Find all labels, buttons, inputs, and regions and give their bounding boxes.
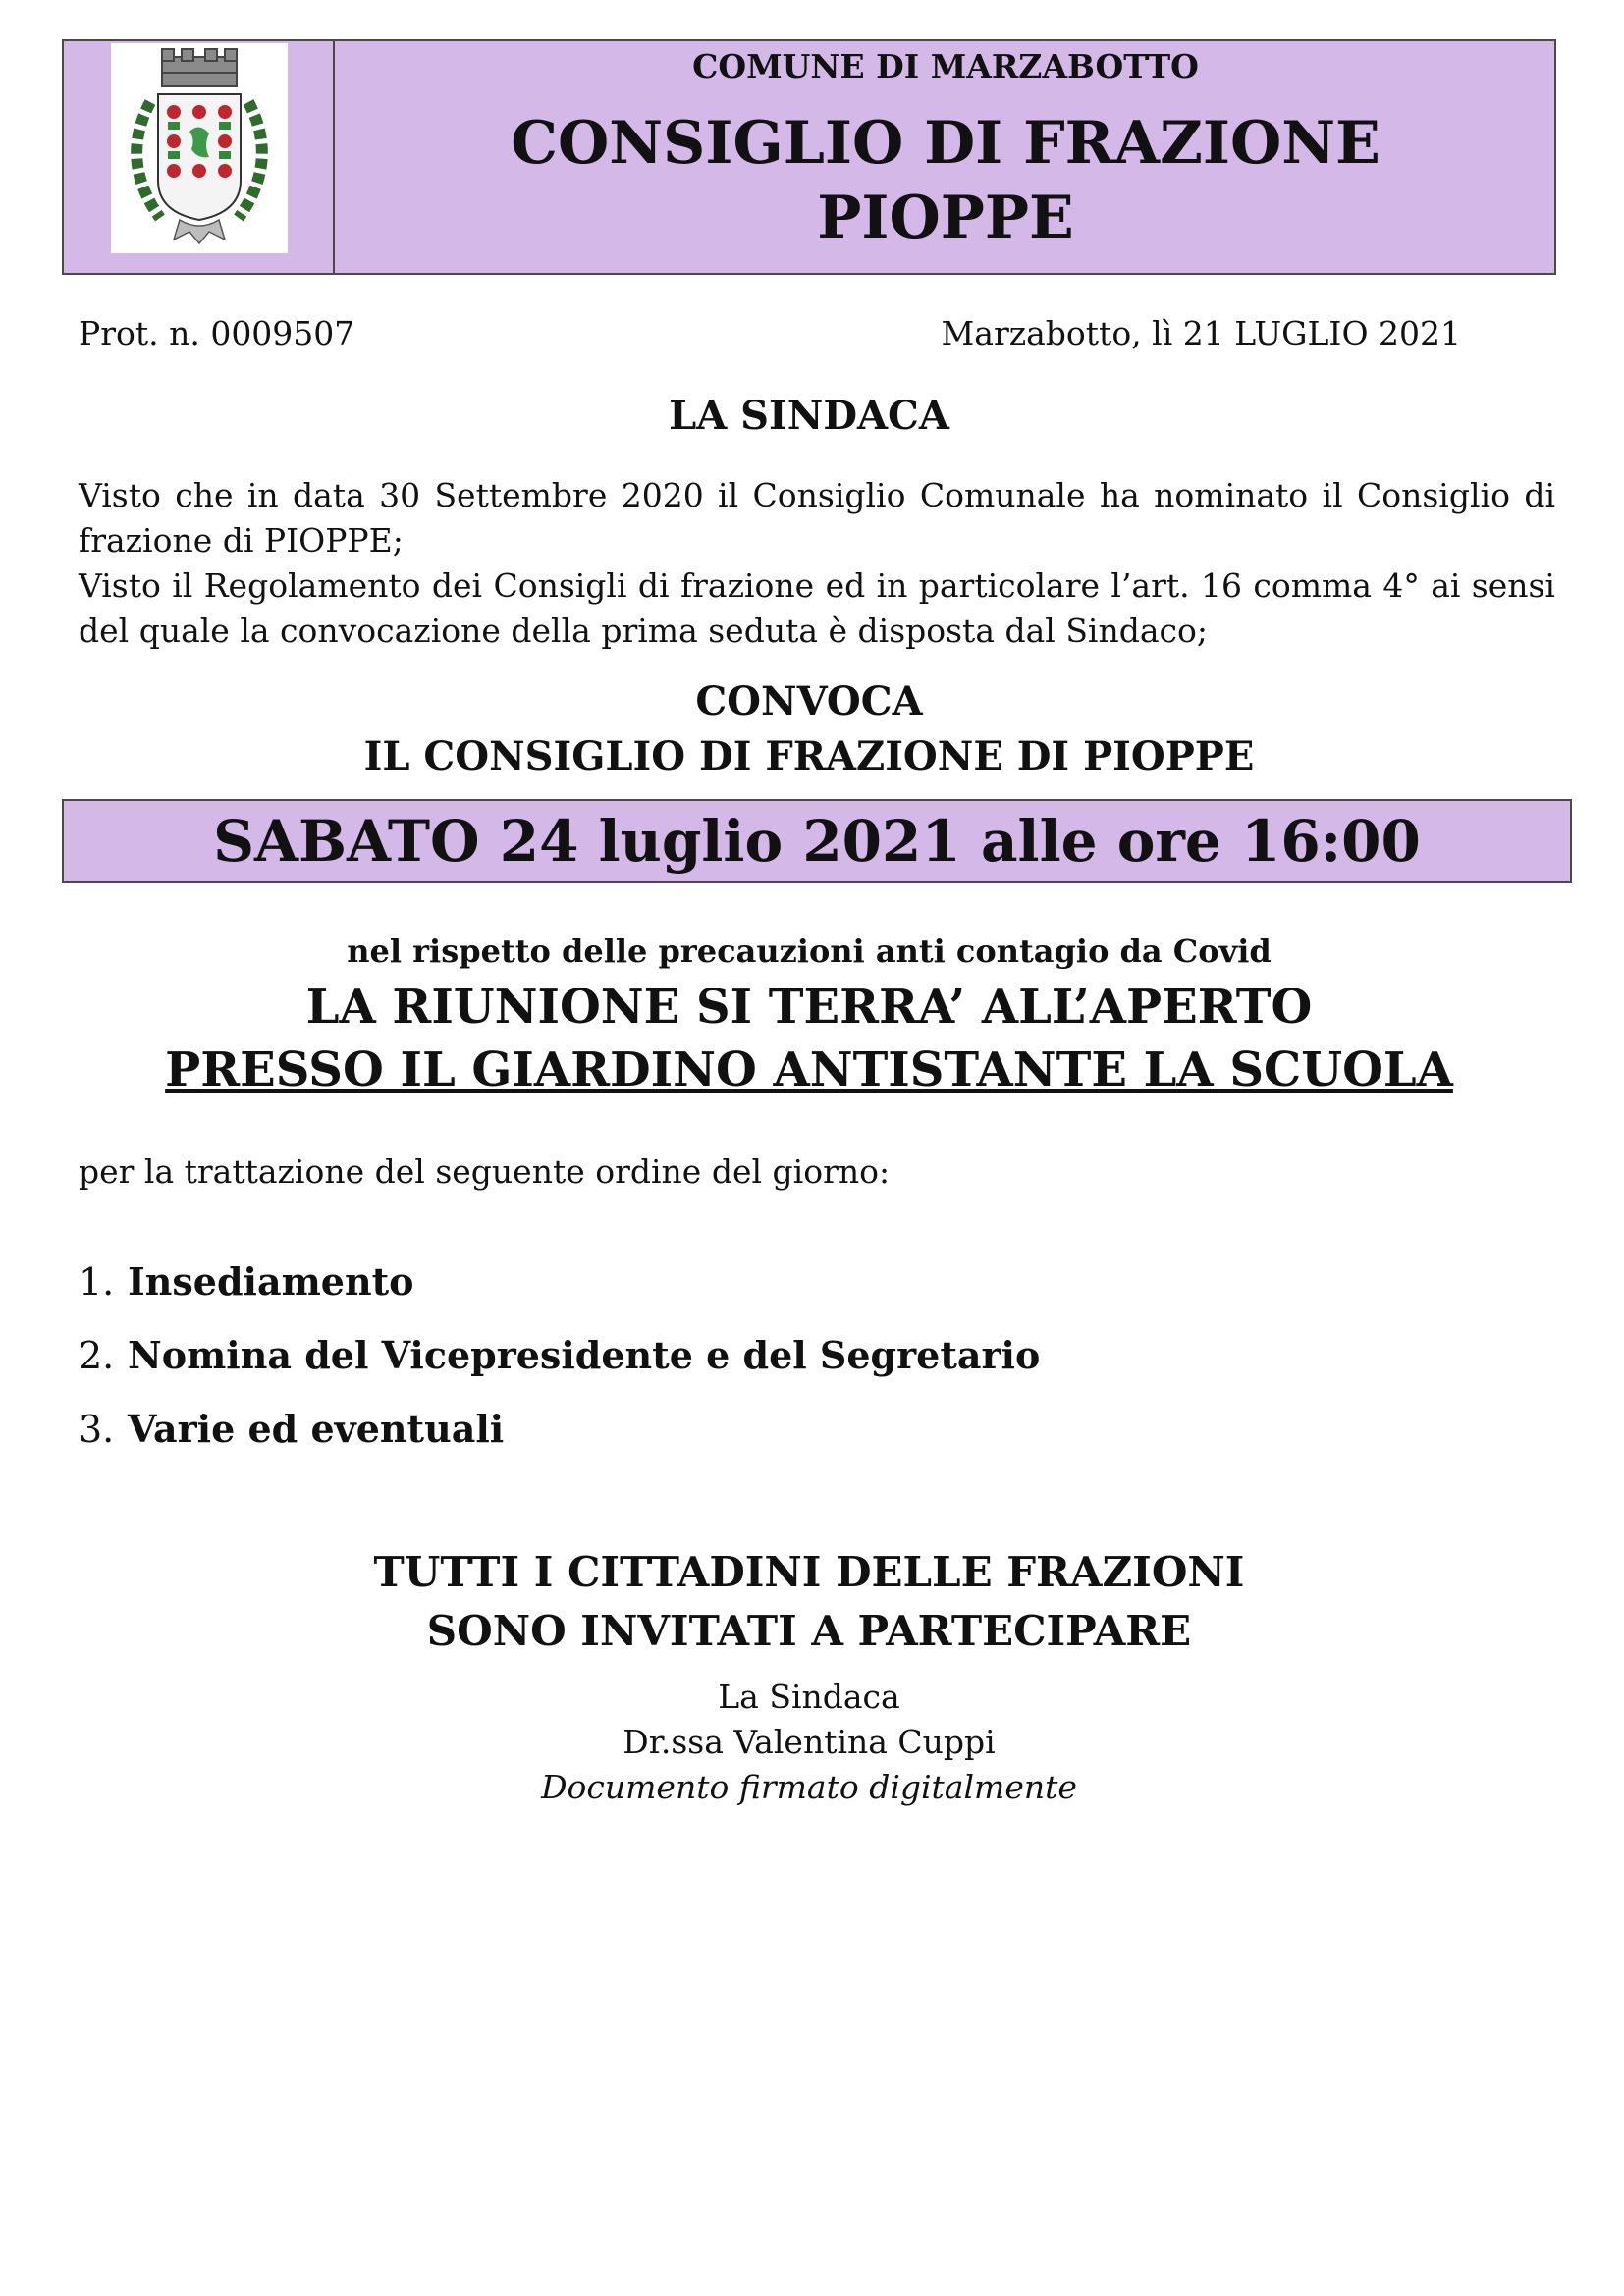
outdoor-note: LA RIUNIONE SI TERRA’ ALL’APERTO [305, 980, 1313, 1035]
municipality-name: COMUNE DI MARZABOTTO [692, 47, 1199, 85]
place-date: Marzabotto, lì 21 LUGLIO 2021 [941, 314, 1461, 352]
document-header [62, 39, 1556, 275]
agenda-item-number: 2. [79, 1334, 115, 1377]
covid-note: nel rispetto delle precauzioni anti contagio da Covid [347, 933, 1272, 970]
signature-note: Documento firmato digitalmente [541, 1768, 1077, 1806]
agenda-item-text: Varie ed eventuali [128, 1407, 505, 1451]
agenda-intro: per la trattazione del seguente ordine del giorno: [79, 1152, 891, 1191]
agenda-item [79, 1245, 1040, 1318]
invite-line-1: TUTTI I CITTADINI DELLE FRAZIONI [373, 1548, 1245, 1596]
paragraph-appointment: Visto che in data 30 Settembre 2020 il Consiglio Comunale ha nominato il Consiglio di frazione di PIOPPE; [79, 476, 1555, 560]
agenda-item-text: Nomina del Vicepresidente e del Segretario [128, 1333, 1041, 1377]
agenda-item [79, 1392, 1040, 1466]
signature-name: Dr.ssa Valentina Cuppi [623, 1723, 996, 1761]
council-title: CONSIGLIO DI FRAZIONE [511, 109, 1380, 178]
logo-cell [64, 41, 335, 273]
protocol-number: Prot. n. 0009507 [79, 314, 355, 352]
venue: PRESSO IL GIARDINO ANTISTANTE LA SCUOLA [165, 1042, 1453, 1097]
agenda-item-number: 3. [79, 1408, 115, 1451]
municipal-coat-of-arms-icon [111, 43, 288, 253]
issuer-heading: LA SINDACA [669, 393, 949, 439]
agenda-item-text: Insediamento [128, 1259, 414, 1304]
convoca-heading: CONVOCA [695, 678, 923, 724]
paragraph-regulation: Visto il Regolamento dei Consigli di frazione ed in particolare l’art. 16 comma 4° ai sensi del quale la convocazione della prima seduta è disposta dal Sindaco; [79, 566, 1555, 650]
signature-role: La Sindaca [718, 1678, 900, 1716]
agenda-item [79, 1318, 1040, 1392]
agenda-item-number: 1. [79, 1260, 115, 1304]
council-place: PIOPPE [817, 184, 1074, 252]
agenda-list [79, 1245, 1040, 1466]
invite-line-2: SONO INVITATI A PARTECIPARE [426, 1607, 1192, 1655]
meeting-datetime-box: SABATO 24 luglio 2021 alle ore 16:00 [62, 799, 1572, 883]
convoca-subject: IL CONSIGLIO DI FRAZIONE DI PIOPPE [363, 733, 1255, 779]
header-text [335, 41, 1556, 273]
